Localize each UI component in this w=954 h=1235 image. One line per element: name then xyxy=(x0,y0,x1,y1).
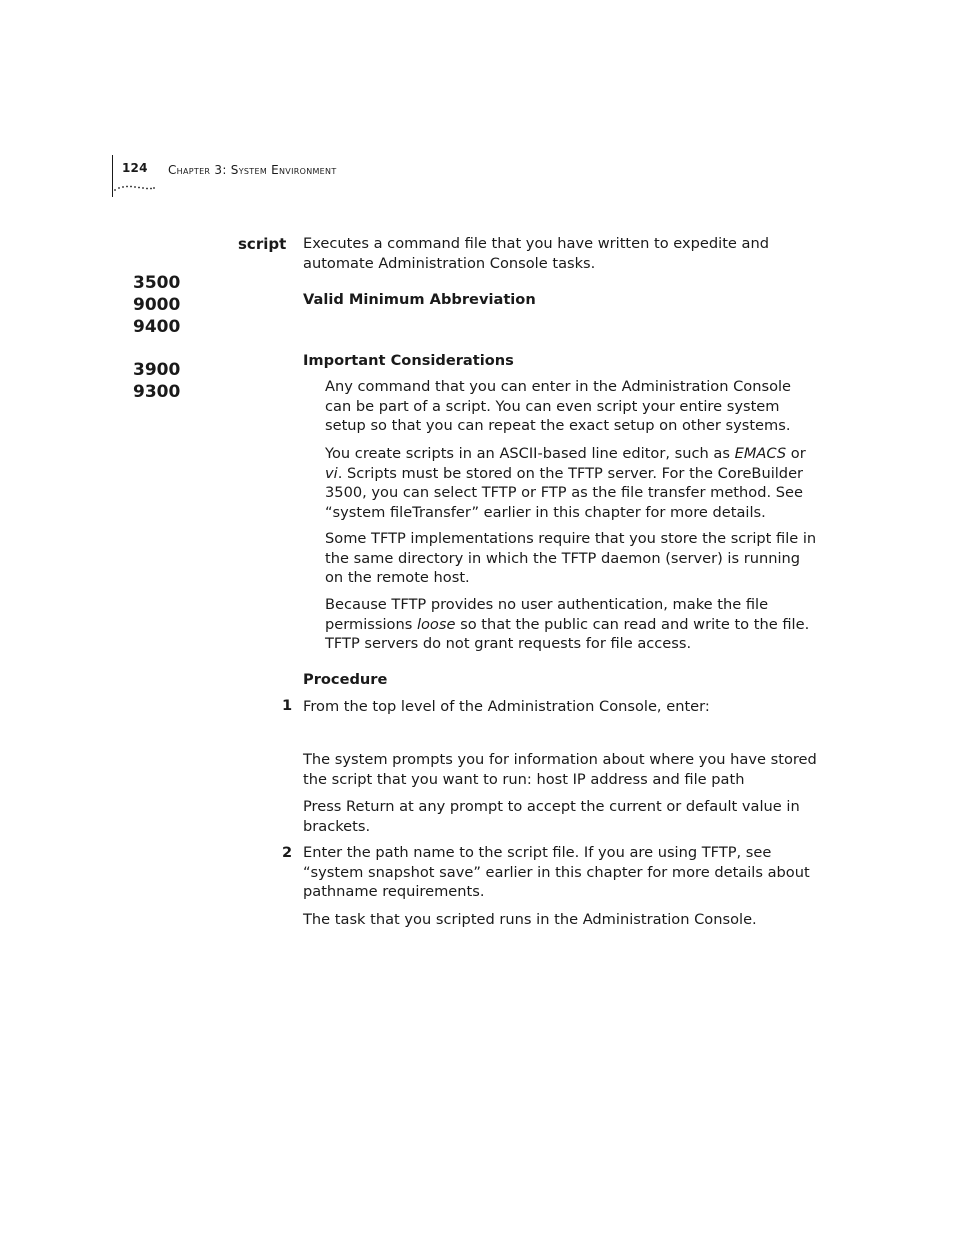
platform-number: 9300 xyxy=(133,382,181,402)
loose-term: loose xyxy=(416,615,456,633)
command-name: script xyxy=(238,235,287,253)
consideration-paragraph-2 xyxy=(325,444,817,522)
step-1-paragraph-2: Press Return at any prompt to accept the current or default value in brackets. xyxy=(303,798,800,835)
text-run: You create scripts in an ASCII-based line editor, such as xyxy=(325,445,735,462)
text-run: so that the public can read and write to the file. TFTP servers do not grant requests for file access. xyxy=(325,615,810,653)
platform-list-2 xyxy=(133,359,180,403)
valid-abbreviation-heading: Valid Minimum Abbreviation xyxy=(303,291,536,308)
step-2-text: Enter the path name to the script file. If you are using TFTP, see “system snapshot save” earlier in this chapter for more details about pathname requirements. xyxy=(303,844,810,901)
chapter-title xyxy=(168,163,337,177)
important-considerations-heading: Important Considerations xyxy=(303,352,514,369)
step-number-1: 1 xyxy=(282,697,293,714)
platform-number: 3900 xyxy=(133,360,181,380)
platform-number: 9000 xyxy=(133,295,181,315)
platform-list-1 xyxy=(133,272,180,338)
step-1-text: From the top level of the Administration Console, enter: xyxy=(303,698,710,715)
vi-term: vi xyxy=(325,464,338,482)
step-1-paragraph-1: The system prompts you for information about where you have stored the script that you want to run: host IP address and file path xyxy=(303,751,817,788)
command-description: Executes a command file that you have written to expedite and automate Administration Console tasks. xyxy=(303,235,770,272)
text-run: . Scripts must be stored on the TFTP server. For the CoreBuilder 3500, you can select TFTP or FTP as the file transfer method. See “system fileTransfer” earlier in this chapter for more details. xyxy=(325,464,804,521)
step-number-2: 2 xyxy=(282,844,293,861)
consideration-paragraph-4 xyxy=(325,595,817,654)
platform-number: 9400 xyxy=(133,317,181,337)
platform-number: 3500 xyxy=(133,273,181,293)
chapter-title-text: Chapter 3: System Environment xyxy=(168,163,337,177)
consideration-paragraph-3: Some TFTP implementations require that you store the script file in the same directory in which the TFTP daemon (server) is running on the remote host. xyxy=(325,530,817,587)
emacs-term: EMACS xyxy=(734,445,787,462)
header-dots-ornament xyxy=(112,176,156,194)
consideration-paragraph-1: Any command that you can enter in the Administration Console can be part of a script. You can even script your entire system setup so that you can repeat the exact setup on other systems. xyxy=(325,378,792,435)
step-2-paragraph-1: The task that you scripted runs in the Administration Console. xyxy=(303,911,757,928)
text-run: or xyxy=(786,445,806,462)
procedure-heading: Procedure xyxy=(303,671,388,688)
text-run: Because TFTP provides no user authentication, make the file permissions xyxy=(325,596,769,633)
page-number: 124 xyxy=(122,161,148,175)
